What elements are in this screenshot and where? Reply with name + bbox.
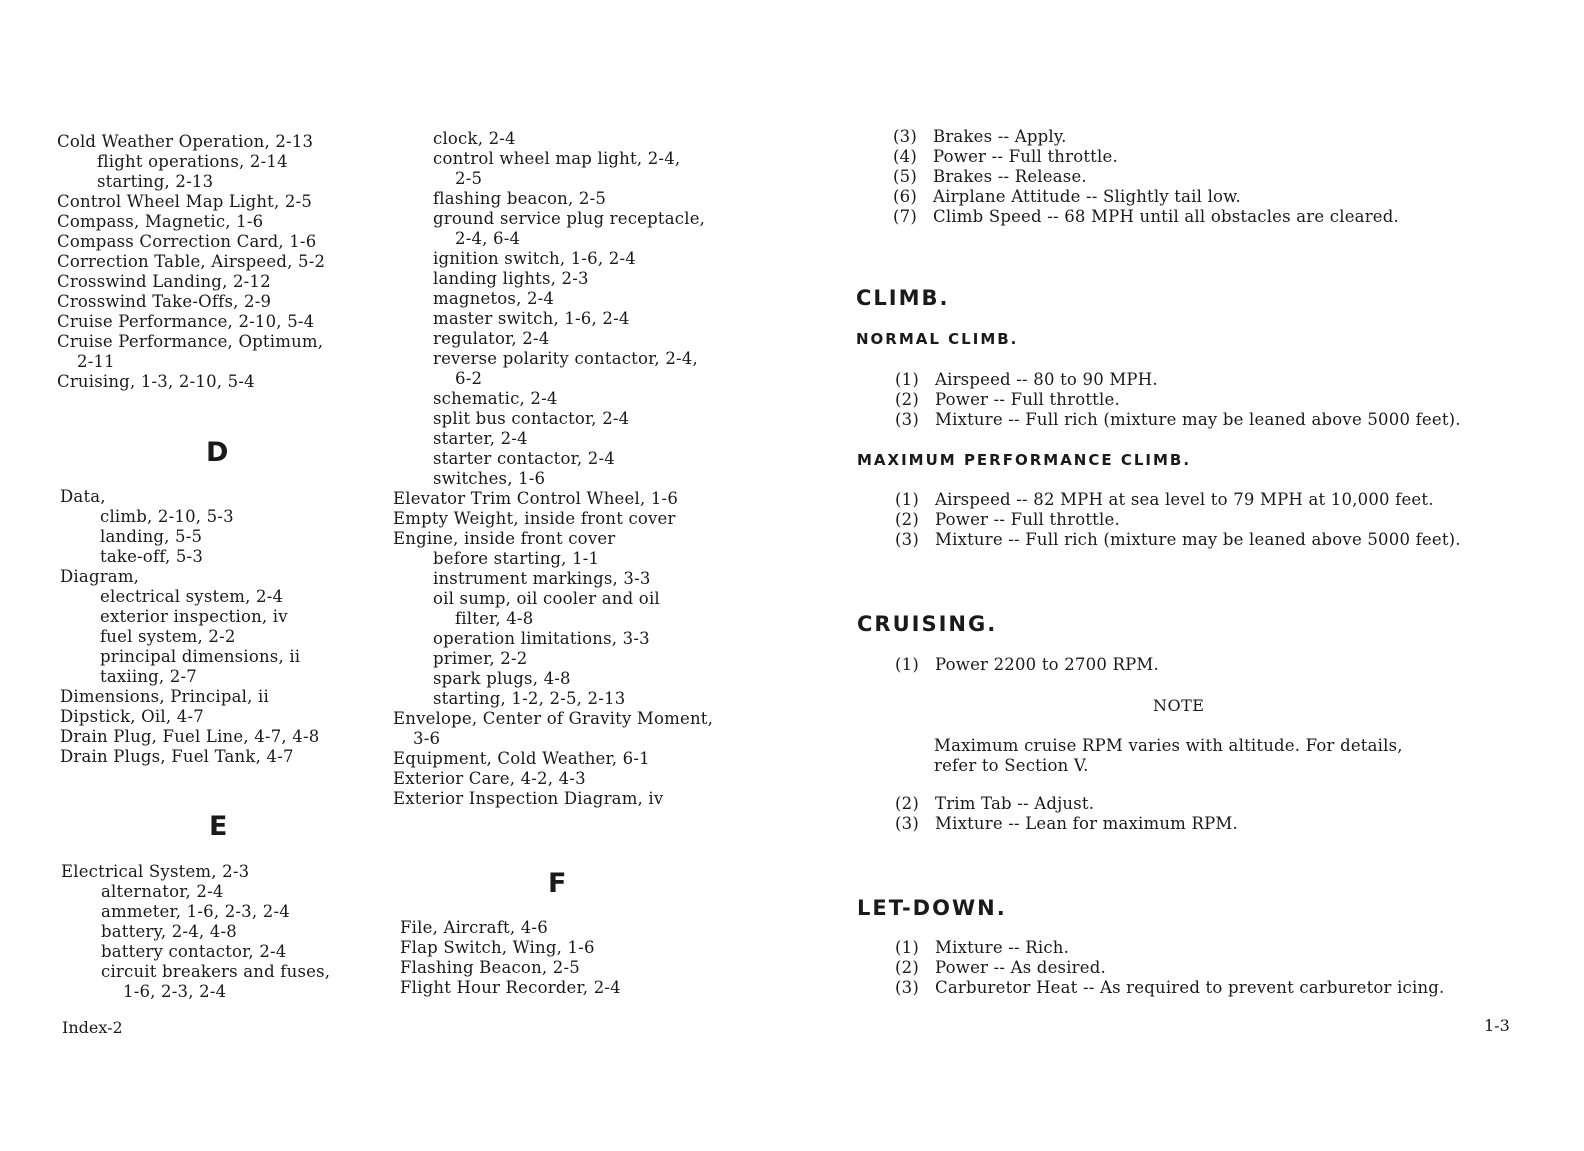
index-entry: control wheel map light, 2-4, bbox=[433, 149, 681, 168]
index-entry: starting, 2-13 bbox=[97, 172, 214, 191]
index-entry: Cruise Performance, Optimum, bbox=[57, 332, 324, 351]
index-entry: climb, 2-10, 5-3 bbox=[100, 507, 234, 526]
index-col2 bbox=[393, 129, 713, 809]
procedure-step bbox=[895, 530, 1461, 550]
index-entry: Elevator Trim Control Wheel, 1-6 bbox=[393, 489, 679, 508]
index-entry: starting, 1-2, 2-5, 2-13 bbox=[433, 689, 626, 708]
letdown-heading: LET-DOWN. bbox=[857, 896, 1007, 920]
step-number: (3) bbox=[895, 978, 919, 997]
normal-climb-heading: NORMAL CLIMB. bbox=[856, 330, 1019, 348]
step-number: (2) bbox=[895, 794, 919, 813]
procedure-step bbox=[895, 390, 1461, 410]
index-entry: alternator, 2-4 bbox=[101, 882, 224, 901]
note-line-1: Maximum cruise RPM varies with altitude. For details, bbox=[934, 736, 1403, 755]
procedure-step bbox=[895, 410, 1461, 430]
procedure-step bbox=[893, 187, 1399, 207]
step-number: (5) bbox=[893, 167, 917, 186]
step-number: (3) bbox=[895, 410, 919, 429]
index-letter-f: F bbox=[548, 868, 567, 899]
note-line-2: refer to Section V. bbox=[934, 756, 1089, 775]
step-text: Trim Tab -- Adjust. bbox=[935, 794, 1095, 813]
step-text: Power -- As desired. bbox=[935, 958, 1106, 977]
index-entry: ground service plug receptacle, bbox=[433, 209, 706, 228]
index-entry: clock, 2-4 bbox=[433, 129, 516, 148]
index-entry: File, Aircraft, 4-6 bbox=[400, 918, 548, 937]
step-number: (3) bbox=[895, 530, 919, 549]
index-entry: Compass, Magnetic, 1-6 bbox=[57, 212, 264, 231]
index-entry: ignition switch, 1-6, 2-4 bbox=[433, 249, 636, 268]
index-entry: landing lights, 2-3 bbox=[433, 269, 589, 288]
index-entry: schematic, 2-4 bbox=[433, 389, 558, 408]
index-col1-d bbox=[60, 487, 319, 767]
index-entry: Drain Plugs, Fuel Tank, 4-7 bbox=[60, 747, 294, 766]
step-text: Mixture -- Full rich (mixture may be leaned above 5000 feet). bbox=[935, 530, 1461, 549]
index-letter-d: D bbox=[206, 437, 229, 468]
step-text: Power -- Full throttle. bbox=[935, 510, 1120, 529]
index-entry: regulator, 2-4 bbox=[433, 329, 550, 348]
index-entry: Flight Hour Recorder, 2-4 bbox=[400, 978, 621, 997]
step-text: Brakes -- Release. bbox=[933, 167, 1087, 186]
index-entry: principal dimensions, ii bbox=[100, 647, 301, 666]
step-number: (3) bbox=[895, 814, 919, 833]
cruising-step-1: (1) Power 2200 to 2700 RPM. bbox=[895, 655, 1159, 674]
index-entry: Engine, inside front cover bbox=[393, 529, 616, 548]
procedure-step bbox=[895, 510, 1461, 530]
index-entry: take-off, 5-3 bbox=[100, 547, 204, 566]
index-entry: Crosswind Landing, 2-12 bbox=[57, 272, 271, 291]
index-entry: Control Wheel Map Light, 2-5 bbox=[57, 192, 313, 211]
index-entry: before starting, 1-1 bbox=[433, 549, 600, 568]
index-entry: ammeter, 1-6, 2-3, 2-4 bbox=[101, 902, 290, 921]
step-text: Carburetor Heat -- As required to prevent carburetor icing. bbox=[935, 978, 1445, 997]
cruising-steps-2 bbox=[895, 794, 1238, 834]
index-entry: master switch, 1-6, 2-4 bbox=[433, 309, 630, 328]
index-entry: Dimensions, Principal, ii bbox=[60, 687, 269, 706]
step-text: Power -- Full throttle. bbox=[933, 147, 1118, 166]
step-text: Mixture -- Rich. bbox=[935, 938, 1070, 957]
step-number: (2) bbox=[895, 390, 919, 409]
procedure-step bbox=[895, 814, 1238, 834]
index-letter-e: E bbox=[209, 811, 228, 842]
index-entry: split bus contactor, 2-4 bbox=[433, 409, 630, 428]
index-entry: fuel system, 2-2 bbox=[100, 627, 236, 646]
step-text: Power -- Full throttle. bbox=[935, 390, 1120, 409]
index-entry: Cruise Performance, 2-10, 5-4 bbox=[57, 312, 315, 331]
step-text: Brakes -- Apply. bbox=[933, 127, 1067, 146]
step-number: (4) bbox=[893, 147, 917, 166]
cruising-heading: CRUISING. bbox=[857, 612, 998, 636]
index-entry: filter, 4-8 bbox=[455, 609, 534, 628]
index-entry: circuit breakers and fuses, bbox=[101, 962, 331, 981]
procedure-step bbox=[895, 490, 1461, 510]
index-entry: Crosswind Take-Offs, 2-9 bbox=[57, 292, 272, 311]
index-entry: taxiing, 2-7 bbox=[100, 667, 197, 686]
step-number: (1) bbox=[895, 370, 919, 389]
index-entry: Envelope, Center of Gravity Moment, bbox=[393, 709, 714, 728]
procedure-step bbox=[895, 958, 1445, 978]
note-body bbox=[934, 736, 1403, 776]
index-entry: 3-6 bbox=[413, 729, 441, 748]
index-entry: battery contactor, 2-4 bbox=[101, 942, 287, 961]
step-number: (7) bbox=[893, 207, 917, 226]
note-heading: NOTE bbox=[1153, 696, 1205, 715]
procedure-step bbox=[893, 167, 1399, 187]
procedure-step bbox=[895, 978, 1445, 998]
step-text: Mixture -- Lean for maximum RPM. bbox=[935, 814, 1238, 833]
procedure-step bbox=[893, 147, 1399, 167]
index-entry: Drain Plug, Fuel Line, 4-7, 4-8 bbox=[60, 727, 320, 746]
index-col1-c bbox=[57, 132, 325, 392]
index-entry: Diagram, bbox=[60, 567, 140, 586]
index-entry: Cold Weather Operation, 2-13 bbox=[57, 132, 314, 151]
index-entry: exterior inspection, iv bbox=[100, 607, 288, 626]
step-number: (6) bbox=[893, 187, 917, 206]
index-entry: operation limitations, 3-3 bbox=[433, 629, 650, 648]
procedure-step bbox=[895, 938, 1445, 958]
index-entry: Exterior Inspection Diagram, iv bbox=[393, 789, 664, 808]
normal-climb-steps bbox=[895, 370, 1461, 430]
index-entry: landing, 5-5 bbox=[100, 527, 203, 546]
index-entry: Cruising, 1-3, 2-10, 5-4 bbox=[57, 372, 255, 391]
index-entry: Flap Switch, Wing, 1-6 bbox=[400, 938, 595, 957]
index-entry: Empty Weight, inside front cover bbox=[393, 509, 676, 528]
index-entry: 1-6, 2-3, 2-4 bbox=[123, 982, 227, 1001]
index-entry: switches, 1-6 bbox=[433, 469, 546, 488]
step-number: (3) bbox=[893, 127, 917, 146]
index-entry: magnetos, 2-4 bbox=[433, 289, 555, 308]
index-entry: Electrical System, 2-3 bbox=[61, 862, 250, 881]
index-entry: flight operations, 2-14 bbox=[97, 152, 288, 171]
step-text: Mixture -- Full rich (mixture may be leaned above 5000 feet). bbox=[935, 410, 1461, 429]
step-number: (2) bbox=[895, 510, 919, 529]
index-entry: electrical system, 2-4 bbox=[100, 587, 284, 606]
index-entry: starter contactor, 2-4 bbox=[433, 449, 615, 468]
index-entry: oil sump, oil cooler and oil bbox=[433, 589, 660, 608]
index-entry: battery, 2-4, 4-8 bbox=[101, 922, 237, 941]
index-entry: primer, 2-2 bbox=[433, 649, 528, 668]
index-entry: spark plugs, 4-8 bbox=[433, 669, 571, 688]
index-entry: Correction Table, Airspeed, 5-2 bbox=[57, 252, 326, 271]
index-entry: starter, 2-4 bbox=[433, 429, 528, 448]
page-number-right: 1-3 bbox=[1484, 1016, 1510, 1035]
index-entry: flashing beacon, 2-5 bbox=[433, 189, 607, 208]
max-climb-heading: MAXIMUM PERFORMANCE CLIMB. bbox=[857, 451, 1192, 469]
letdown-steps bbox=[895, 938, 1445, 998]
procedure-step bbox=[893, 207, 1399, 227]
step-text: Airplane Attitude -- Slightly tail low. bbox=[933, 187, 1241, 206]
index-col1-e bbox=[61, 862, 330, 1002]
index-entry: Flashing Beacon, 2-5 bbox=[400, 958, 580, 977]
step-text: Airspeed -- 82 MPH at sea level to 79 MPH at 10,000 feet. bbox=[935, 490, 1434, 509]
step-text: Airspeed -- 80 to 90 MPH. bbox=[935, 370, 1158, 389]
index-entry: 2-11 bbox=[77, 352, 115, 371]
index-entry: Dipstick, Oil, 4-7 bbox=[60, 707, 204, 726]
index-entry: 2-5 bbox=[455, 169, 483, 188]
index-entry: 6-2 bbox=[455, 369, 483, 388]
index-entry: Equipment, Cold Weather, 6-1 bbox=[393, 749, 650, 768]
procedure-step bbox=[895, 794, 1238, 814]
step-text: Climb Speed -- 68 MPH until all obstacles are cleared. bbox=[933, 207, 1399, 226]
takeoff-steps bbox=[893, 127, 1399, 227]
index-entry: Data, bbox=[60, 487, 106, 506]
step-number: (1) bbox=[895, 938, 919, 957]
index-entry: Compass Correction Card, 1-6 bbox=[57, 232, 317, 251]
step-number: (2) bbox=[895, 958, 919, 977]
index-col2-f bbox=[400, 918, 621, 998]
procedure-step bbox=[893, 127, 1399, 147]
index-entry: instrument markings, 3-3 bbox=[433, 569, 651, 588]
climb-heading: CLIMB. bbox=[856, 286, 950, 310]
index-entry: Exterior Care, 4-2, 4-3 bbox=[393, 769, 586, 788]
page-number-left: Index-2 bbox=[62, 1018, 123, 1037]
step-number: (1) bbox=[895, 490, 919, 509]
index-entry: 2-4, 6-4 bbox=[455, 229, 521, 248]
procedure-step bbox=[895, 370, 1461, 390]
max-climb-steps bbox=[895, 490, 1461, 550]
index-entry: reverse polarity contactor, 2-4, bbox=[433, 349, 698, 368]
